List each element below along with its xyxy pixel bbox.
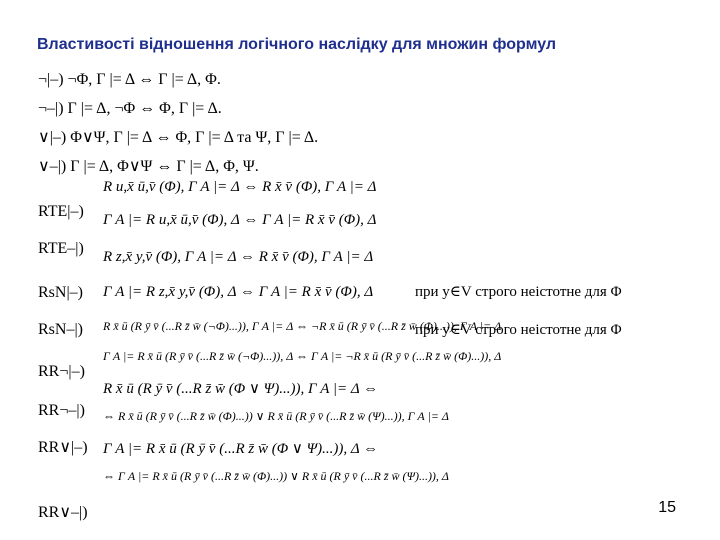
label-rte-left: RTE|–) bbox=[38, 203, 84, 220]
formula-rsn-left: R z,x̄ y,v̄ (Φ), Γ A |= Δ ⇔ R x̄ v̄ (Φ), Γ A |= Δ bbox=[103, 249, 374, 265]
formula-rte-right: Γ A |= R u,x̄ ū,v̄ (Φ), Δ ⇔ Γ A |= R x̄ v̄ (Φ), Δ bbox=[103, 212, 377, 228]
label-rr-or-right: RR∨–|) bbox=[38, 504, 88, 521]
label-rr-neg-left: RR¬|–) bbox=[38, 363, 85, 380]
label-rsn-left: RsN|–) bbox=[38, 284, 83, 301]
formula-rte-left: R u,x̄ ū,v̄ (Φ), Γ A |= Δ ⇔ R x̄ v̄ (Φ), Γ A |= Δ bbox=[103, 179, 377, 195]
page-number: 15 bbox=[658, 499, 676, 516]
note-rsn-left: при y∈V строго неістотне для Φ bbox=[415, 284, 622, 300]
formula-rr-or-left-b: ⇔ R x̄ ū (R ȳ v̄ (...R z̄ w̄ (Φ)...)) ∨ R x̄ ū (R ȳ v̄ (...R z̄ w̄ (Ψ)...)), Γ A |= Δ bbox=[103, 409, 449, 423]
label-rsn-right: RsN–|) bbox=[38, 321, 83, 338]
formula-rr-or-right-a: Γ A |= R x̄ ū (R ȳ v̄ (...R z̄ w̄ (Φ ∨ Ψ)...)), Δ ⇔ bbox=[103, 441, 379, 457]
label-rr-or-left: RR∨|–) bbox=[38, 439, 88, 456]
rule-or-right: ∨–|) Γ |= Δ, Φ∨Ψ ⇔ Γ |= Δ, Φ, Ψ. bbox=[38, 158, 259, 175]
formula-rr-neg-left: R x̄ ū (R ȳ v̄ (...R z̄ w̄ (¬Φ)...)), Γ A |= Δ ⇔ ¬R x̄ ū (R ȳ v̄ (...R z̄ w̄ (Φ)...)), Γ A |= Δ bbox=[103, 319, 502, 333]
rule-neg-left: ¬|–) ¬Φ, Γ |= Δ ⇔ Γ |= Δ, Φ. bbox=[38, 71, 221, 88]
rule-or-left: ∨|–) Φ∨Ψ, Γ |= Δ ⇔ Φ, Γ |= Δ та Ψ, Γ |= Δ. bbox=[38, 129, 319, 146]
formula-rsn-right: Γ A |= R z,x̄ y,v̄ (Φ), Δ ⇔ Γ A |= R x̄ v̄ (Φ), Δ bbox=[103, 284, 374, 300]
formula-rr-or-right-b: ⇔ Γ A |= R x̄ ū (R ȳ v̄ (...R z̄ w̄ (Φ)...)) ∨ R x̄ ū (R ȳ v̄ (...R z̄ w̄ (Ψ)...)), Δ bbox=[103, 469, 449, 483]
label-rte-right: RTE–|) bbox=[38, 240, 84, 257]
formula-rr-neg-right: Γ A |= R x̄ ū (R ȳ v̄ (...R z̄ w̄ (¬Φ)...)), Δ ⇔ Γ A |= ¬R x̄ ū (R ȳ v̄ (...R z̄ w̄ (Φ)...)), Δ bbox=[103, 349, 502, 363]
label-rr-neg-right: RR¬–|) bbox=[38, 402, 85, 419]
rule-neg-right: ¬–|) Γ |= Δ, ¬Φ ⇔ Φ, Γ |= Δ. bbox=[38, 100, 222, 117]
slide-title: Властивості відношення логічного наслідку для множин формул bbox=[37, 36, 557, 53]
formula-rr-or-left-a: R x̄ ū (R ȳ v̄ (...R z̄ w̄ (Φ ∨ Ψ)...)), Γ A |= Δ ⇔ bbox=[103, 381, 379, 397]
note-rsn-right: при y∈V строго неістотне для Φ bbox=[415, 322, 622, 338]
